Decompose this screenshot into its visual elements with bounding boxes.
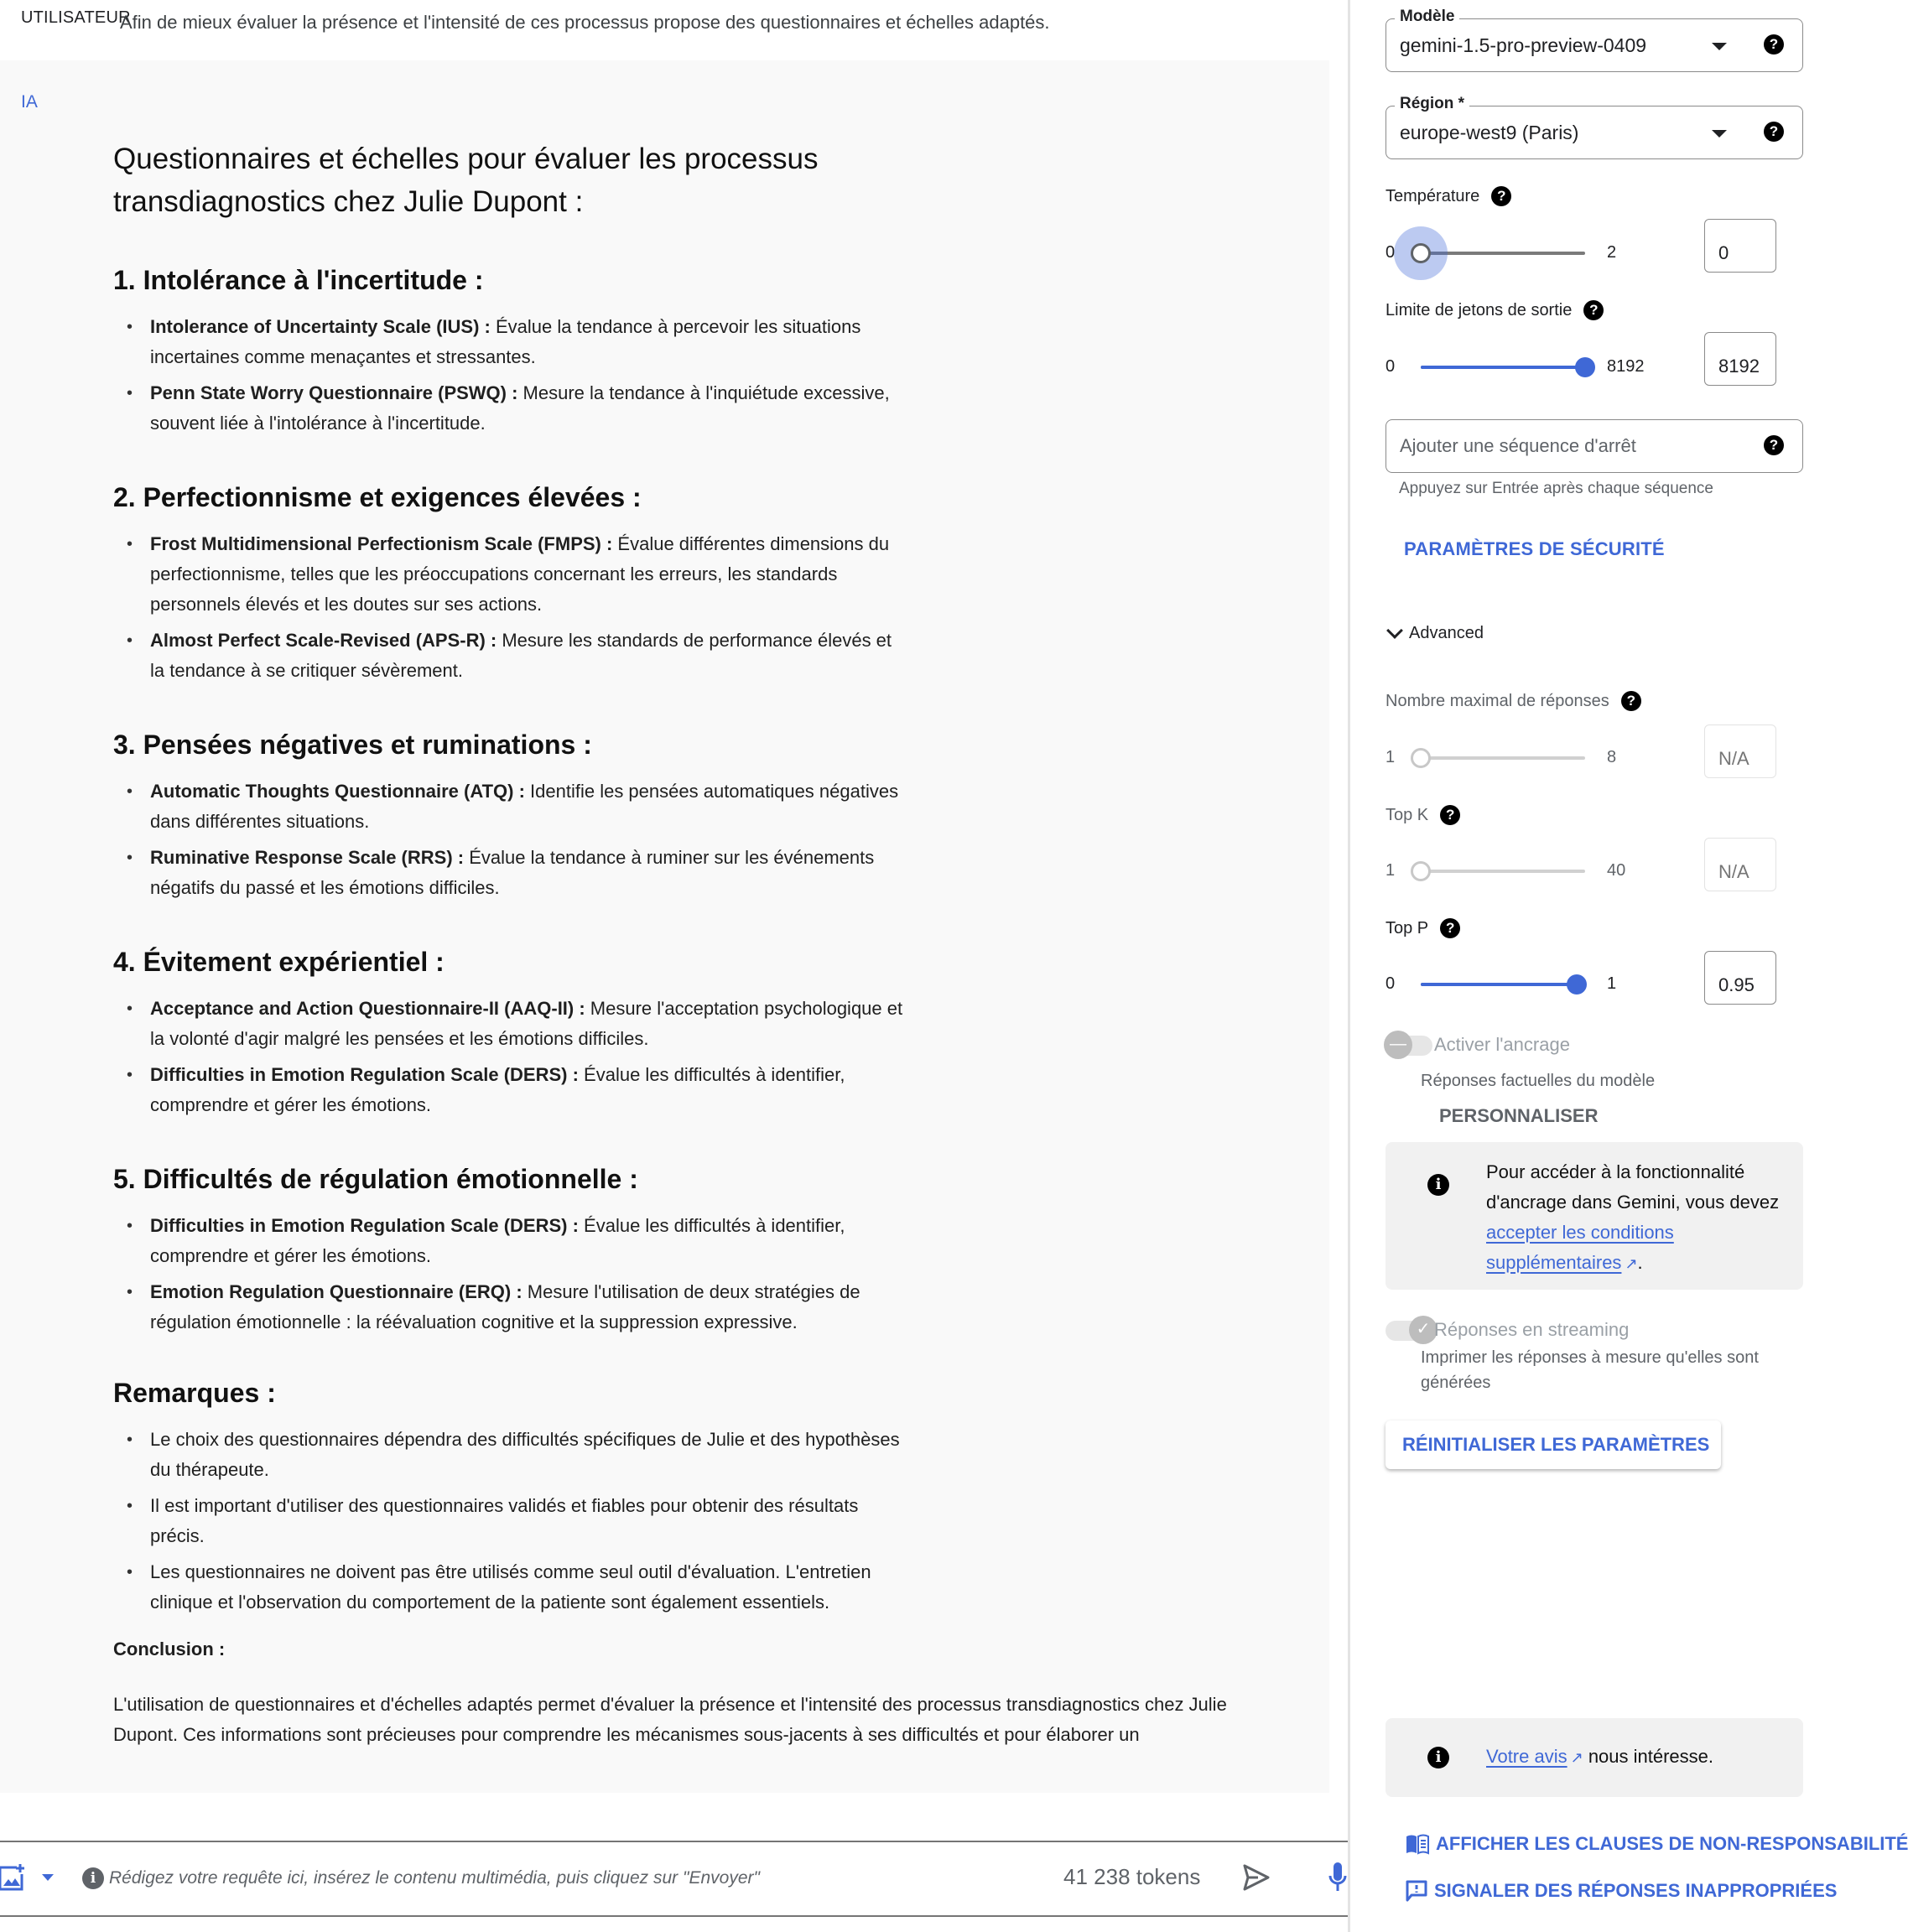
external-link-icon: ↗ (1570, 1749, 1583, 1766)
remarks-list (125, 1425, 1271, 1618)
slider-min: 0 (1386, 243, 1396, 262)
conclusion-text: L'utilisation de questionnaires et d'échelles adaptés permet d'évaluer la présence et l'intensité des processus transdiagnostics chez Julie Dupont. Ces informations sont précieuses pour comprendre les mécanismes sous-jacents à ses difficultés et pour élaborer un (113, 1694, 1227, 1745)
report-link[interactable] (1406, 1880, 1837, 1902)
slider-min: 1 (1386, 748, 1396, 766)
slider-thumb[interactable] (1575, 357, 1595, 377)
stop-sequence-hint: Appuyez sur Entrée après chaque séquence (1399, 480, 1713, 497)
help-icon[interactable]: ? (1764, 34, 1784, 55)
grounding-info-pre: Pour accéder à la fonctionnalité d'ancrage dans Gemini, vous devez (1486, 1161, 1780, 1213)
response-sections (113, 263, 1271, 1337)
stop-sequence-field[interactable] (1386, 419, 1803, 473)
help-icon[interactable]: ? (1491, 186, 1511, 206)
ai-response-content (113, 138, 1271, 1750)
user-label: UTILISATEUR (21, 8, 131, 27)
section-list (125, 776, 1271, 903)
section-list (125, 994, 1271, 1120)
list-item (125, 626, 905, 686)
microphone-icon[interactable] (1329, 1861, 1346, 1894)
questionnaire-name: Emotion Regulation Questionnaire (ERQ) : (150, 1281, 522, 1302)
feedback-text (1486, 1742, 1822, 1773)
slider-thumb[interactable] (1567, 974, 1587, 995)
questionnaire-name: Acceptance and Action Questionnaire-II (AAQ-II) : (150, 998, 585, 1019)
stop-sequence-input[interactable] (1400, 434, 1735, 459)
questionnaire-name: Difficulties in Emotion Regulation Scale (DERS) : (150, 1215, 579, 1236)
slider-max: 1 (1607, 974, 1617, 993)
temperature-slider[interactable] (1421, 252, 1585, 255)
list-item (125, 1060, 905, 1120)
questionnaire-name: Penn State Worry Questionnaire (PSWQ) : (150, 382, 518, 403)
settings-panel (1350, 0, 1908, 1932)
info-icon: i (1427, 1174, 1449, 1196)
chevron-down-icon (1386, 622, 1403, 639)
accept-terms-link[interactable]: accepter les conditions supplémentaires (1486, 1222, 1674, 1273)
streaming-description: Imprimer les réponses à mesure qu'elles sont générées (1421, 1348, 1759, 1392)
remarks-heading: Remarques : (113, 1378, 276, 1408)
slider-thumb[interactable] (1411, 748, 1431, 768)
region-select[interactable] (1386, 95, 1803, 159)
questionnaire-name: Intolerance of Uncertainty Scale (IUS) : (150, 316, 491, 337)
model-value: gemini-1.5-pro-preview-0409 (1400, 34, 1647, 56)
max-responses-label: Nombre maximal de réponses (1386, 691, 1609, 710)
list-item (125, 1277, 905, 1337)
temperature-label-row (1386, 186, 1511, 206)
slider-min: 1 (1386, 861, 1396, 880)
section-heading: 3. Pensées négatives et ruminations : (113, 730, 592, 760)
caret-down-icon[interactable] (1712, 43, 1727, 50)
feedback-post: nous intéresse. (1583, 1746, 1714, 1767)
slider-max: 8192 (1607, 357, 1645, 376)
region-value: europe-west9 (Paris) (1400, 122, 1579, 143)
slider-max: 8 (1607, 748, 1617, 766)
slider-thumb[interactable] (1411, 243, 1431, 263)
report-icon (1406, 1880, 1427, 1902)
slider-min: 0 (1386, 357, 1396, 376)
max-tokens-slider[interactable] (1421, 366, 1585, 369)
add-image-icon[interactable] (0, 1862, 25, 1893)
ai-label: IA (21, 92, 38, 112)
top-p-slider[interactable] (1421, 983, 1585, 986)
section-list (125, 1211, 1271, 1337)
user-message: Afin de mieux évaluer la présence et l'intensité de ces processus propose des questionnaires et échelles adaptés. (120, 12, 1050, 33)
conclusion-heading: Conclusion : (113, 1639, 226, 1659)
top-p-label-row (1386, 918, 1460, 938)
minus-icon: — (1384, 1031, 1412, 1059)
max-responses-label-row (1386, 691, 1641, 711)
questionnaire-description: Évalue la tendance à ruminer sur les événements négatifs du passé et les émotions difficiles. (150, 847, 875, 898)
help-icon[interactable]: ? (1764, 122, 1784, 142)
questionnaire-description: Évalue les difficultés à identifier, comprendre et gérer les émotions. (150, 1064, 845, 1115)
questionnaire-description: Mesure les standards de performance élevés et la tendance à se critiquer sévèrement. (150, 630, 892, 681)
max-responses-input[interactable] (1704, 724, 1776, 778)
feedback-box (1386, 1718, 1803, 1797)
safety-settings-button[interactable]: PARAMÈTRES DE SÉCURITÉ (1404, 538, 1665, 559)
help-icon[interactable]: ? (1440, 805, 1460, 825)
grounding-info-box (1386, 1142, 1803, 1290)
customize-button[interactable]: PERSONNALISER (1439, 1105, 1599, 1126)
questionnaire-name: Almost Perfect Scale-Revised (APS-R) : (150, 630, 497, 651)
caret-down-icon[interactable] (42, 1874, 54, 1881)
remark-item: • Le choix des questionnaires dépendra des difficultés spécifiques de Julie et des hypothèses du thérapeute. (125, 1425, 905, 1485)
grounding-label: Activer l'ancrage (1434, 1034, 1570, 1055)
advanced-toggle[interactable] (1386, 624, 1484, 643)
send-icon[interactable] (1241, 1862, 1271, 1893)
max-tokens-label-row (1386, 300, 1604, 320)
advanced-label: Advanced (1409, 624, 1484, 642)
help-icon[interactable]: ? (1764, 435, 1784, 455)
book-icon (1406, 1834, 1429, 1854)
disclaimers-link[interactable] (1406, 1833, 1908, 1855)
response-title: Questionnaires et échelles pour évaluer les processus transdiagnostics chez Julie Dupont : (113, 143, 819, 218)
top-k-slider[interactable] (1421, 870, 1585, 873)
section-list (125, 312, 1271, 439)
temperature-label: Température (1386, 186, 1480, 205)
grounding-info-text (1486, 1157, 1788, 1279)
questionnaire-description: Évalue différentes dimensions du perfectionnisme, telles que les préoccupations concernant les erreurs, les standards personnels élevés et les doutes sur ses actions. (150, 533, 890, 615)
slider-fill (1421, 366, 1585, 369)
region-label: Région * (1395, 95, 1469, 113)
section-list (125, 529, 1271, 686)
feedback-link[interactable]: Votre avis (1486, 1746, 1567, 1767)
info-icon: i (1427, 1747, 1449, 1768)
external-link-icon: ↗ (1625, 1255, 1638, 1272)
section-heading: 5. Difficultés de régulation émotionnelle : (113, 1164, 638, 1194)
temperature-input[interactable] (1704, 219, 1776, 273)
grounding-info-post: . (1637, 1252, 1643, 1273)
check-icon: ✓ (1409, 1316, 1437, 1344)
report-label: SIGNALER DES RÉPONSES INAPPROPRIÉES (1434, 1880, 1838, 1901)
grounding-description: Réponses factuelles du modèle (1421, 1072, 1656, 1090)
questionnaire-name: Difficulties in Emotion Regulation Scale (DERS) : (150, 1064, 579, 1085)
grounding-toggle[interactable] (1386, 1035, 1432, 1057)
questionnaire-description: Identifie les pensées automatiques négatives dans différentes situations. (150, 781, 899, 832)
model-select[interactable] (1386, 8, 1803, 72)
questionnaire-description: Mesure l'utilisation de deux stratégies de régulation émotionnelle : la réévaluation cognitive et la suppression expressive. (150, 1281, 860, 1332)
prompt-input-bar (0, 1841, 1348, 1917)
list-item (125, 776, 905, 837)
token-count: 41 238 tokens (1063, 1864, 1201, 1889)
questionnaire-description: Évalue les difficultés à identifier, comprendre et gérer les émotions. (150, 1215, 845, 1266)
max-tokens-label: Limite de jetons de sortie (1386, 300, 1573, 319)
questionnaire-name: Automatic Thoughts Questionnaire (ATQ) : (150, 781, 525, 802)
slider-max: 40 (1607, 861, 1626, 880)
section-heading: 4. Évitement expérientiel : (113, 947, 445, 977)
top-k-label-row (1386, 805, 1460, 825)
questionnaire-description: Mesure l'acceptation psychologique et la volonté d'agir malgré les pensées et les émotions difficiles. (150, 998, 903, 1049)
max-responses-slider[interactable] (1421, 756, 1585, 760)
top-k-label: Top K (1386, 805, 1429, 824)
help-icon[interactable]: ? (1621, 691, 1641, 711)
info-icon: i (82, 1867, 104, 1889)
streaming-label: Réponses en streaming (1434, 1319, 1630, 1340)
reset-settings-button[interactable]: RÉINITIALISER LES PARAMÈTRES (1386, 1420, 1721, 1469)
caret-down-icon[interactable] (1712, 130, 1727, 138)
slider-max: 2 (1607, 243, 1617, 262)
section-heading: 2. Perfectionnisme et exigences élevées : (113, 482, 642, 512)
questionnaire-name: Ruminative Response Scale (RRS) : (150, 847, 465, 868)
top-p-label: Top P (1386, 918, 1429, 937)
top-p-input[interactable] (1704, 951, 1776, 1005)
top-k-input[interactable] (1704, 838, 1776, 891)
slider-thumb[interactable] (1411, 861, 1431, 881)
remark-item: • Les questionnaires ne doivent pas être utilisés comme seul outil d'évaluation. L'entretien clinique et l'observation du comportement de la patiente sont également essentiels. (125, 1557, 905, 1618)
streaming-toggle[interactable] (1386, 1320, 1432, 1342)
user-message-row (21, 8, 1050, 34)
model-label: Modèle (1395, 8, 1459, 26)
slider-min: 0 (1386, 974, 1396, 993)
questionnaire-name: Frost Multidimensional Perfectionism Scale (FMPS) : (150, 533, 613, 554)
list-item (125, 843, 905, 903)
remark-item: • Il est important d'utiliser des questionnaires validés et fiables pour obtenir des résultats précis. (125, 1491, 905, 1551)
list-item (125, 1211, 905, 1271)
list-item (125, 529, 905, 620)
prompt-input[interactable] (109, 1864, 948, 1893)
slider-fill (1421, 983, 1577, 986)
disclaimers-label: AFFICHER LES CLAUSES DE NON-RESPONSABILITÉ (1436, 1833, 1908, 1854)
list-item (125, 994, 905, 1054)
max-tokens-input[interactable] (1704, 332, 1776, 386)
help-icon[interactable]: ? (1440, 918, 1460, 938)
section-heading: 1. Intolérance à l'incertitude : (113, 265, 484, 295)
questionnaire-description: Mesure la tendance à l'inquiétude excessive, souvent liée à l'intolérance à l'incertitude. (150, 382, 890, 434)
questionnaire-description: Évalue la tendance à percevoir les situations incertaines comme menaçantes et stressantes. (150, 316, 861, 367)
ai-response-box (0, 60, 1329, 1793)
list-item (125, 378, 905, 439)
help-icon[interactable]: ? (1583, 300, 1604, 320)
list-item (125, 312, 905, 372)
